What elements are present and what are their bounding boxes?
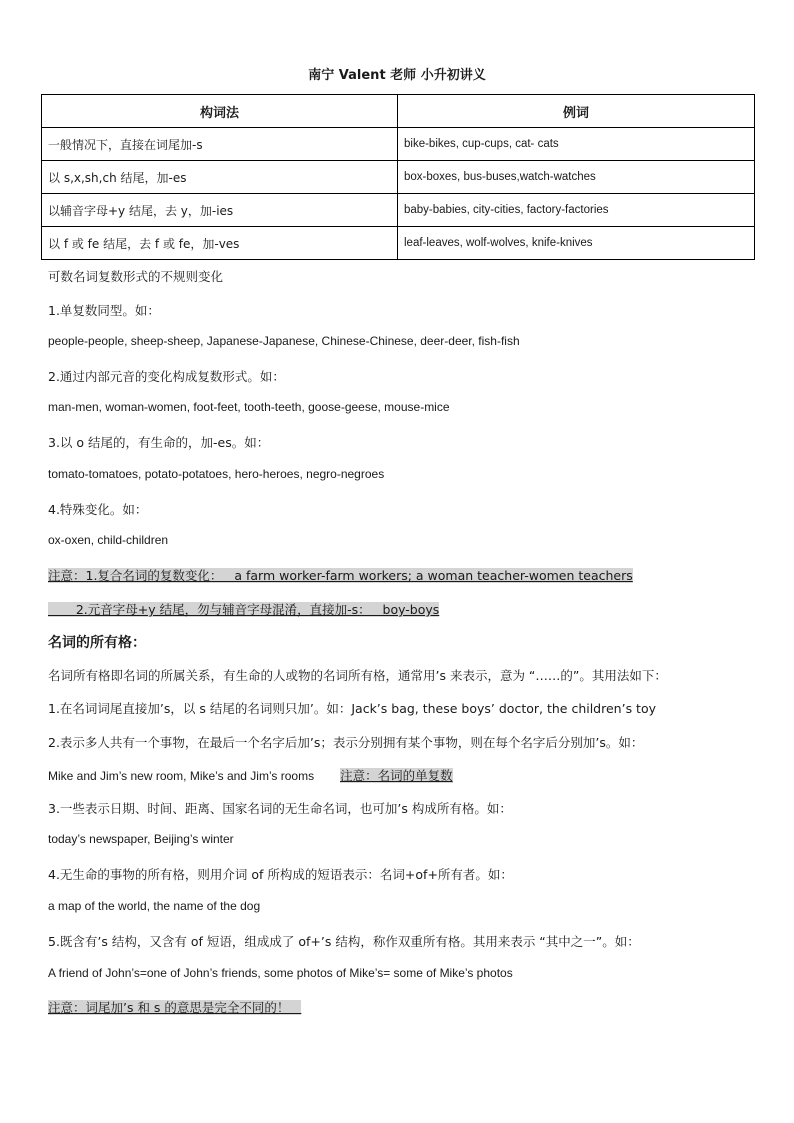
- table-cell-rule: 以 f 或 fe 结尾，去 f 或 fe，加-ves: [42, 227, 398, 260]
- final-note: 注意：词尾加’s 和 s 的意思是完全不同的！: [48, 1000, 302, 1015]
- irregular-heading: 可数名词复数形式的不规则变化: [48, 269, 224, 284]
- possessive-example-3: today’s newspaper, Beijing’s winter: [48, 832, 234, 846]
- note-vowel-y: 2.元音字母+y 结尾，勿与辅音字母混淆，直接加-s： boy-boys: [48, 602, 440, 617]
- table-cell-example: bike-bikes, cup-cups, cat- cats: [398, 128, 755, 161]
- possessive-example-2: Mike and Jim’s new room, Mike’s and Jim’s rooms: [48, 769, 315, 783]
- table-header-example: 例词: [398, 95, 755, 128]
- table-row: [42, 161, 755, 194]
- irregular-example-1: people-people, sheep-sheep, Japanese-Japanese, Chinese-Chinese, deer-deer, fish-fish: [48, 334, 520, 348]
- word-formation-table: [41, 94, 755, 260]
- table-cell-rule: 一般情况下，直接在词尾加-s: [42, 128, 398, 161]
- table-cell-rule: 以辅音字母+y 结尾，去 y，加-ies: [42, 194, 398, 227]
- possessive-rule-4: 4.无生命的事物的所有格，则用介词 of 所构成的短语表示：名词+of+所有者。如：: [48, 867, 513, 882]
- table-row: [42, 194, 755, 227]
- irregular-example-2: man-men, woman-women, foot-feet, tooth-teeth, goose-geese, mouse-mice: [48, 400, 450, 414]
- irregular-rule-1: 1.单复数同型。如：: [48, 303, 160, 318]
- page-title: 南宁 Valent 老师 小升初讲义: [308, 68, 486, 83]
- possessive-heading: 名词的所有格：: [48, 635, 146, 651]
- table-row: [42, 128, 755, 161]
- possessive-example-4: a map of the world, the name of the dog: [48, 899, 261, 913]
- possessive-rule-3: 3.一些表示日期、时间、距离、国家名词的无生命名词，也可加’s 构成所有格。如：: [48, 801, 512, 816]
- possessive-intro: 名词所有格即名词的所属关系，有生命的人或物的名词所有格，通常用’s 来表示，意为 “……的”。其用法如下：: [48, 668, 667, 683]
- possessive-example-5: A friend of John’s=one of John’s friends, some photos of Mike’s= some of Mike’s photos: [48, 966, 513, 980]
- table-header-rule: 构词法: [42, 95, 398, 128]
- table-header-row: [42, 95, 755, 128]
- table-cell-example: box-boxes, bus-buses,watch-watches: [398, 161, 755, 194]
- irregular-example-4: ox-oxen, child-children: [48, 533, 169, 547]
- possessive-rule-5: 5.既含有’s 结构，又含有 of 短语，组成成了 of+’s 结构，称作双重所有格。其用来表示 “其中之一”。如：: [48, 934, 640, 949]
- table-cell-rule: 以 s,x,sh,ch 结尾，加-es: [42, 161, 398, 194]
- table-cell-example: baby-babies, city-cities, factory-factories: [398, 194, 755, 227]
- note-singular-plural: 注意：名词的单复数: [340, 768, 453, 783]
- irregular-example-3: tomato-tomatoes, potato-potatoes, hero-heroes, negro-negroes: [48, 467, 385, 481]
- irregular-rule-2: 2.通过内部元音的变化构成复数形式。如：: [48, 369, 285, 384]
- table-cell-example: leaf-leaves, wolf-wolves, knife-knives: [398, 227, 755, 260]
- possessive-rule-1: 1.在名词词尾直接加’s，以 s 结尾的名词则只加’。如：Jack’s bag, these boys’ doctor, the children’s toy: [48, 701, 657, 716]
- irregular-rule-4: 4.特殊变化。如：: [48, 502, 148, 517]
- note-compound-plural: 注意：1.复合名词的复数变化： a farm worker-farm workers; a woman teacher-women teachers: [48, 568, 633, 583]
- table-row: [42, 227, 755, 260]
- irregular-rule-3: 3.以 o 结尾的，有生命的，加-es。如：: [48, 435, 270, 450]
- possessive-rule-2: 2.表示多人共有一个事物，在最后一个名字后加’s；表示分别拥有某个事物，则在每个名字后分别加’s。如：: [48, 735, 644, 750]
